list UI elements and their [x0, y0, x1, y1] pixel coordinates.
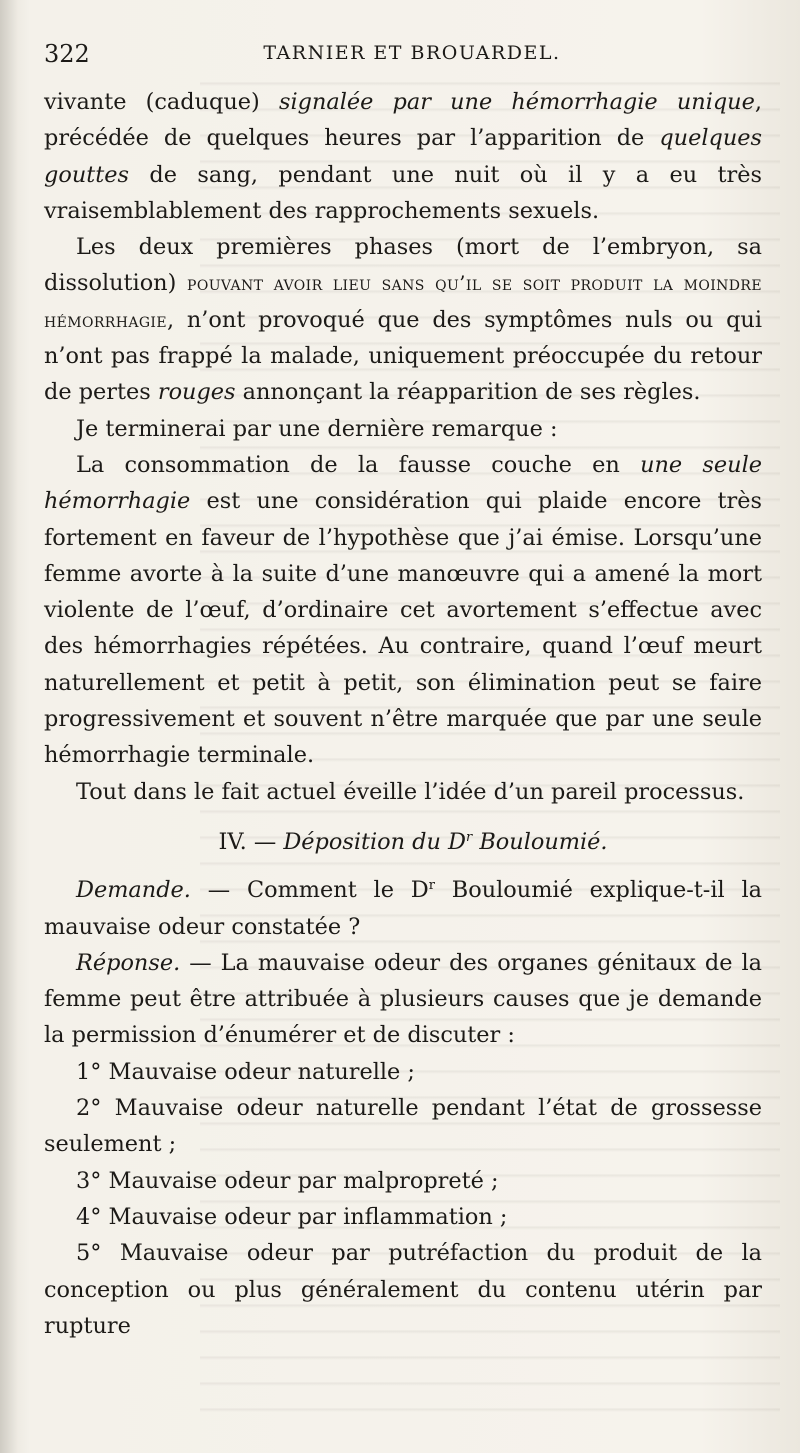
p1-text-a: vivante (caduque) [44, 89, 279, 115]
p4-text-c: est une considération qui plaide encore très fortement en faveur de l’hypothèse que j’ai émise. Lorsqu’une femme avorte à la suite d’une manœuvre qui a amené la mort violente de l’œuf, d’ordinaire cet avortement s’effectue avec des hémorrhagies répétées. Au contraire, quand l’œuf meurt naturellement et petit à petit, son élimination peut se faire progressivement et souvent n’être marquée que par une seule hémorrhagie terminale. [44, 488, 762, 769]
section-title: Déposition du $D^r$ Bouloumié. [283, 828, 608, 855]
p2-text-a: Les deux premières phases (mort de l’embryon, sa dissolution) [44, 234, 762, 297]
list-item: 1° Mauvaise odeur naturelle ; [76, 1058, 415, 1085]
p1-text-e: de sang, pendant une nuit où il y a eu très vraisemblablement des rapprochements sexuels. [44, 161, 762, 224]
paragraph-5: Tout dans le fait actuel éveille l’idée d’un pareil processus. [76, 778, 745, 805]
paragraph-2 [44, 229, 762, 410]
answer-text: — La mauvaise odeur des organes génitaux de la femme peut être attribuée à plusieurs causes que je demande la permission d’énumérer et de discuter : [44, 949, 762, 1049]
p1-italic-b: signalée par une hémorrhagie unique [278, 89, 755, 115]
page-body [44, 84, 762, 1344]
paragraph-3: Je terminerai par une dernière remarque : [76, 415, 558, 442]
gutter-shadow [0, 0, 18, 1453]
p4-italic-b: une seule hémorrhagie [44, 451, 762, 515]
p4-text-a: La consommation de la fausse couche en [76, 451, 641, 478]
paragraph-1 [44, 84, 762, 229]
answer-label: Réponse. [76, 949, 181, 976]
section-heading [44, 824, 762, 860]
list-item: 5° Mauvaise odeur par putréfaction du produit de la conception ou plus généralement du contenu utérin par rupture [44, 1240, 762, 1339]
p2-italic-d: rouges [157, 379, 236, 406]
p2-smallcaps-b: pouvant avoir lieu sans qu’il se soit produit la moindre hémorrhagie [44, 271, 762, 332]
running-head: TARNIER ET BROUARDEL. [263, 42, 561, 64]
page-number: 322 [44, 40, 90, 68]
question: Demande. — Comment le $D^r$ Bouloumié explique-t-il la mauvaise odeur constatée ? [44, 877, 763, 940]
question-label: Demande. [76, 877, 191, 904]
p2-text-e: annonçant la réapparition de ses règles. [235, 379, 701, 406]
p2-text-c: , n’ont provoqué que des symptômes nuls ou qui n’ont pas frappé la malade, uniquement préoccupée du retour de pertes [44, 306, 762, 406]
list-item: 4° Mauvaise odeur par inflammation ; [76, 1203, 508, 1230]
list-item: 3° Mauvaise odeur par malpropreté ; [76, 1167, 499, 1194]
list-item: 2° Mauvaise odeur naturelle pendant l’état de grossesse seulement ; [44, 1095, 762, 1158]
page-header [44, 40, 760, 74]
answer [44, 945, 762, 1054]
paragraph-4 [44, 447, 762, 774]
section-number: IV. — [218, 828, 284, 855]
p1-text-c: , précédée de quelques heures par l’apparition de [44, 89, 762, 152]
p1-italic-d: quelques gouttes [44, 125, 762, 188]
